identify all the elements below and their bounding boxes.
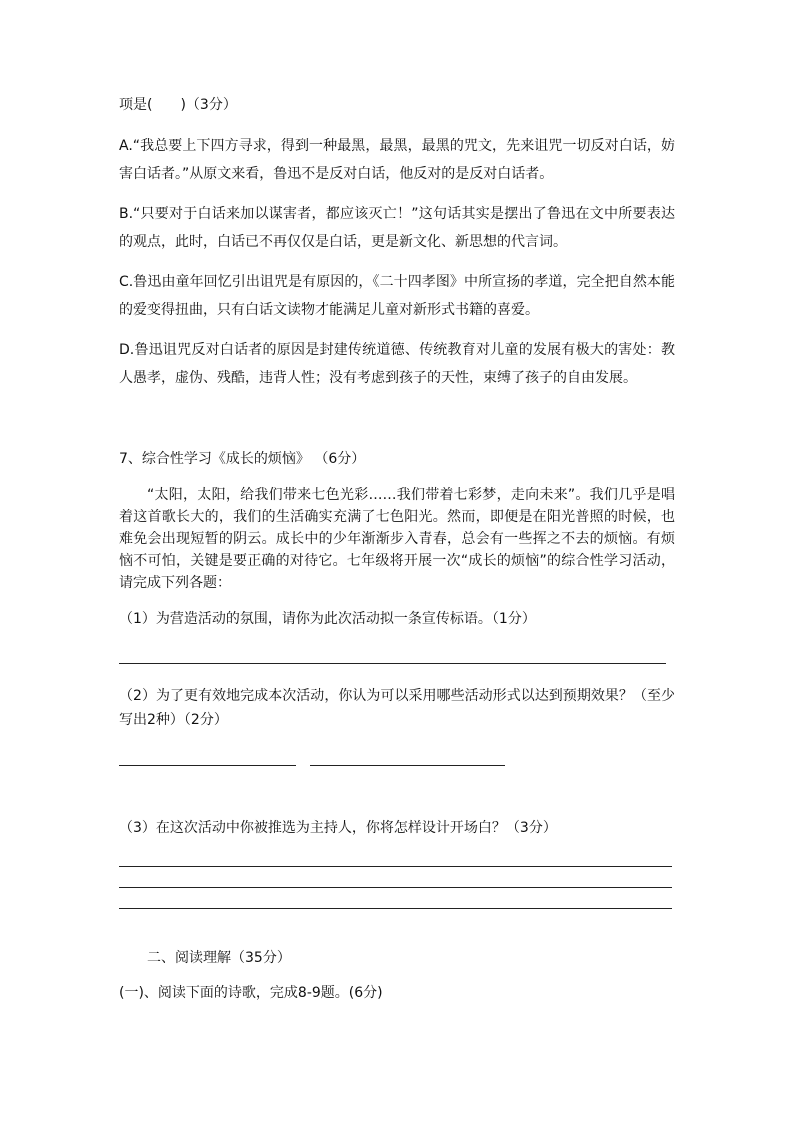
answer-line-3a[interactable] — [119, 866, 672, 867]
section-subheading: (一)、阅读下面的诗歌，完成8-9题。(6分) — [119, 985, 383, 1001]
answer-line-2a[interactable] — [119, 765, 296, 766]
answer-line-1[interactable] — [119, 663, 666, 664]
option-c: C.鲁迅由童年回忆引出诅咒是有原因的，《二十四孝图》中所宣扬的孝道，完全把自然本能的爱变得扭曲，只有白话文读物才能满足儿童对新形式书籍的喜爱。 — [119, 274, 675, 318]
q7-title: 7、综合性学习《成长的烦恼》 （6分） — [119, 451, 366, 467]
option-a: A.“我总要上下四方寻求，得到一种最黑，最黑，最黑的咒文，先来诅咒一切反对白话，妨害白话者。”从原文来看，鲁迅不是反对白话，他反对的是反对白话者。 — [119, 138, 675, 182]
answer-line-2b[interactable] — [310, 765, 505, 766]
answer-line-3c[interactable] — [119, 908, 672, 909]
option-d: D.鲁迅诅咒反对白话者的原因是封建传统道德、传统教育对儿童的发展有极大的害处：教人愚孝，虚伪、残酷，违背人性；没有考虑到孩子的天性，束缚了孩子的自由发展。 — [119, 342, 675, 386]
q7-passage: “太阳，太阳，给我们带来七色光彩……我们带着七彩梦，走向未来”。我们几乎是唱着这首歌长大的，我们的生活确实充满了七色阳光。然而，即便是在阳光普照的时候，也难免会出现短暂的阴云。成长中的少年渐渐步入青春，总会有一些挥之不去的烦恼。有烦恼不可怕，关键是要正确的对待它。七年级将开展一次“成长的烦恼”的综合性学习活动，请完成下列各题： — [119, 487, 675, 591]
answer-line-3b[interactable] — [119, 887, 672, 888]
q7-sub2: （2）为了更有效地完成本次活动，你认为可以采用哪些活动形式以达到预期效果？（至少写出2种）（2分） — [119, 688, 675, 728]
q7-sub1: （1）为营造活动的氛围，请你为此次活动拟一条宣传标语。（1分） — [119, 611, 536, 627]
q6-stem-tail: 项是( )（3分） — [119, 97, 237, 113]
option-b: B.“只要对于白话来加以谋害者，都应该灭亡！”这句话其实是摆出了鲁迅在文中所要表达的观点，此时，白话已不再仅仅是白话，更是新文化、新思想的代言词。 — [119, 206, 675, 250]
q7-sub3: （3）在这次活动中你被推选为主持人，你将怎样设计开场白？（3分） — [119, 820, 557, 836]
section-heading: 二、阅读理解（35分） — [147, 950, 291, 966]
